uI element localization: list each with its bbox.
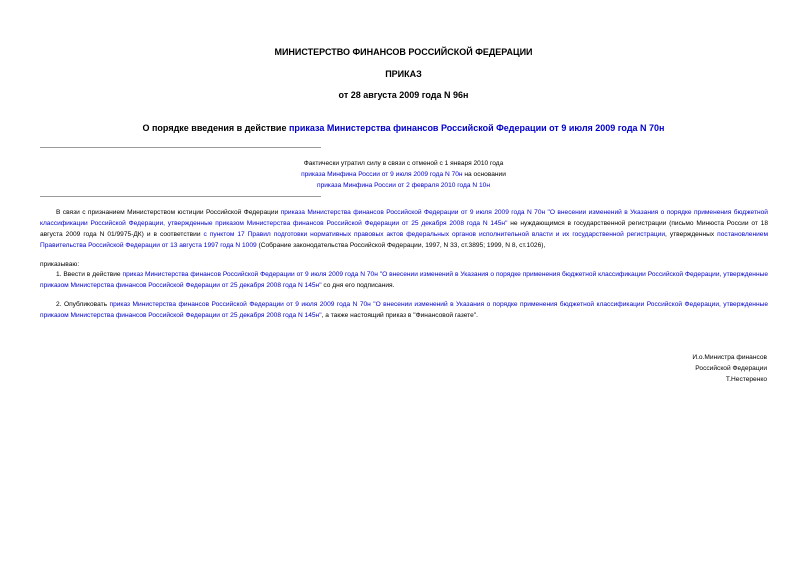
preamble-paragraph: В связи с признанием Министерством юстиции Российской Федерации приказа Министерства финансов Российской Федерации от 9 июля 2009 года N 70н "О внесении изменений в Указания о порядке применения бюджетной классификации Российской Федерации, утвержденные приказом Министерства финансов Российской Федерации от 25 декабря 2008 года N 145н" не нуждающимся в государственной регистрации (письмо Минюста России от 18 августа 2009 года N 01/9975-ДК) и в соответствии с пунктом 17 Правил подготовки нормативных правовых актов федеральных органов исполнительной власти и их государственной регистрации, утвержденных постановлением Правительства Российской Федерации от 13 августа 1997 года N 1009 (Собрание законодательства Российской Федерации, 1997, N 33, ст.3895; 1999, N 8, ст.1026), [40, 209, 769, 249]
link-resolution-1009[interactable]: постановлением Правительства Российской Федерации от 13 августа 1997 года N 1009 [40, 231, 769, 249]
status-note [0, 158, 807, 191]
link-order-70n[interactable]: приказа Министерства финансов Российской Федерации от 9 июля 2009 года N 70н "О внесении изменений в Указания о порядке применения бюджетной классификации Российской Федерации, утвержденные приказом Министерства финансов Российской Федерации от 25 декабря 2008 года N 145н" [40, 209, 768, 227]
item-2-paragraph: 2. Опубликовать приказ Министерства финансов Российской Федерации от 9 июля 2009 года N 70н "О внесении изменений в Указания о порядке применения бюджетной классификации Российской Федерации, утвержденные приказом Министерства финансов Российской Федерации от 25 декабря 2008 года N 145н", а также настоящий приказ в "Финансовой газете". [40, 301, 768, 319]
link-rules-p17[interactable]: с пунктом 17 Правил подготовки нормативных правовых актов федеральных органов исполнительной власти и их государственной регистрации [203, 231, 666, 238]
order-word: приказываю: [40, 261, 80, 268]
item-1-paragraph: 1. Ввести в действие приказ Министерства финансов Российской Федерации от 9 июля 2009 года N 70н "О внесении изменений в Указания о порядке применения бюджетной классификации Российской Федерации, утвержденные приказом Министерства финансов Российской Федерации от 25 декабря 2008 года N 145н" со дня его подписания. [40, 271, 768, 289]
item-1-link[interactable]: приказ Министерства финансов Российской Федерации от 9 июля 2009 года N 70н "О внесении изменений в Указания о порядке применения бюджетной классификации Российской Федерации, утвержденные приказом Министерства финансов Российской Федерации от 25 декабря 2008 года N 145н" [40, 271, 768, 289]
date-number-heading: от 28 августа 2009 года N 96н [338, 90, 469, 100]
status-link-10n[interactable]: приказа Минфина России от 2 февраля 2010 года N 10н [317, 182, 490, 189]
status-line-3 [0, 180, 807, 191]
ministry-heading: МИНИСТЕРСТВО ФИНАНСОВ РОССИЙСКОЙ ФЕДЕРАЦИИ [274, 47, 533, 57]
title-prefix: О порядке введения в действие [142, 123, 289, 133]
top-divider [40, 147, 321, 148]
signature-name: Т.Нестеренко [725, 376, 767, 383]
bottom-divider [40, 196, 321, 197]
status-line-1: Фактически утратил силу в связи с отменой с 1 января 2010 года [303, 160, 504, 167]
doc-type-heading: ПРИКАЗ [385, 69, 422, 79]
title-link[interactable]: приказа Министерства финансов Российской Федерации от 9 июля 2009 года N 70н [288, 123, 665, 133]
signature-position: И.о.Министра финансов [692, 354, 767, 361]
signature-block [692, 352, 767, 385]
document-title [0, 123, 807, 133]
item-2-link[interactable]: приказ Министерства финансов Российской Федерации от 9 июля 2009 года N 70н "О внесении изменений в Указания о порядке применения бюджетной классификации Российской Федерации, утвержденные приказом Министерства финансов Российской Федерации от 25 декабря 2008 года N 145н" [40, 301, 768, 319]
status-link-70n[interactable]: приказа Минфина России от 9 июля 2009 года N 70н [301, 171, 463, 178]
status-line-2: приказа Минфина России от 9 июля 2009 года N 70н на основании [301, 171, 506, 178]
signature-country: Российской Федерации [695, 365, 767, 372]
